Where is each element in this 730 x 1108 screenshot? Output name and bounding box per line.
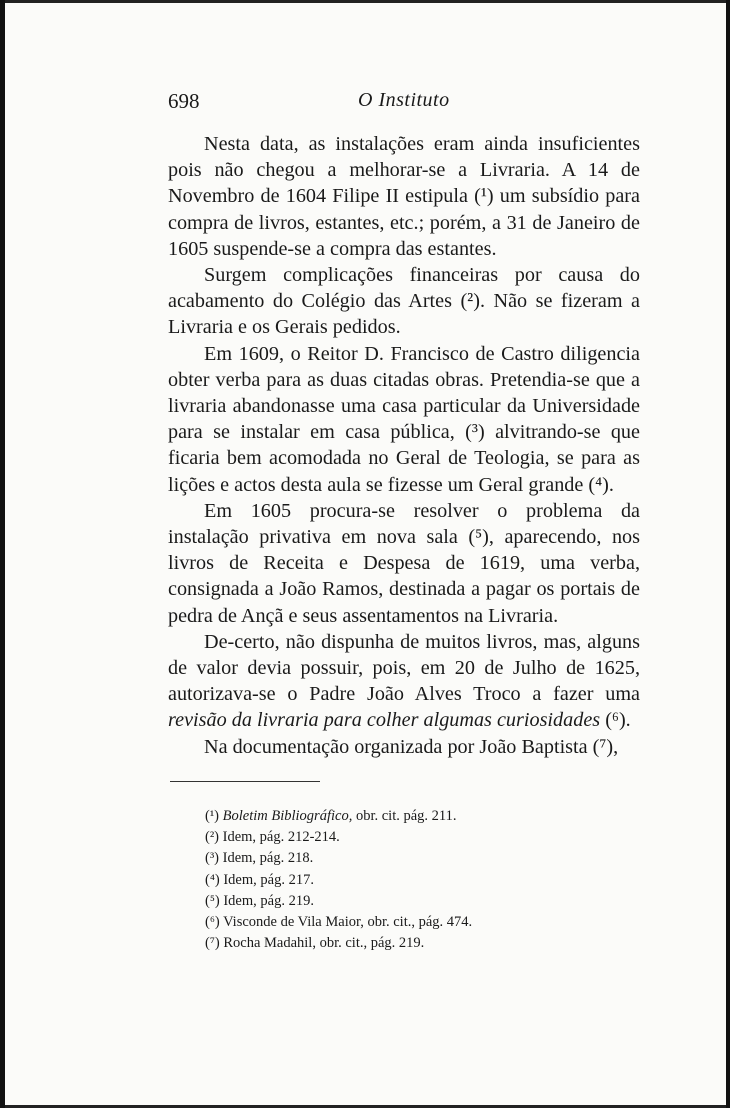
paragraph-5-end: (⁶). (600, 709, 631, 732)
footnote-1-marker: (¹) (205, 808, 220, 824)
page-header (168, 89, 640, 117)
footnote-4: (⁴) Idem, pág. 217. (205, 871, 314, 888)
footnotes (205, 806, 625, 954)
paragraph-5 (168, 629, 640, 734)
footnote-1-rest: obr. cit. pág. 211. (352, 808, 457, 824)
footnote-3: (³) Idem, pág. 218. (205, 850, 314, 867)
paragraph-2: Surgem complicações financeiras por causa do acabamento do Colégio das Artes (²). Não se fizeram a Livraria e os Gerais pedidos. (168, 264, 640, 339)
footnote-divider (170, 781, 320, 782)
scan-border-top (0, 0, 730, 3)
footnote-5: (⁵) Idem, pág. 219. (205, 892, 314, 909)
footnote-6: (⁶) Visconde de Vila Maior, obr. cit., pág. 474. (205, 914, 473, 931)
scan-border-left (0, 0, 5, 1108)
scan-border-right (726, 0, 730, 1108)
paragraph-6: Na documentação organizada por João Baptista (⁷), (204, 735, 619, 758)
footnote-7: (⁷) Rocha Madahil, obr. cit., pág. 219. (205, 935, 425, 952)
paragraph-1: Nesta data, as instalações eram ainda insuficientes pois não chegou a melhorar-se a Livraria. A 14 de Novembro de 1604 Filipe II estipula (¹) um subsídio para compra de livros, estantes, etc.; porém, a 31 de Janeiro de 1605 suspende-se a compra das estantes. (168, 133, 640, 260)
running-title: O Instituto (358, 89, 450, 111)
paragraph-5-italic: revisão da livraria para colher algumas curiosidades (168, 709, 601, 732)
paragraph-4: Em 1605 procura-se resolver o problema da instalação privativa em nova sala (⁵), aparecendo, nos livros de Receita e Despesa de 1619, uma verba, consignada a João Ramos, destinada a pagar os portais de pedra de Ançã e seus assentamentos na Livraria. (168, 499, 640, 627)
page-number: 698 (168, 89, 200, 113)
paragraph-3: Em 1609, o Reitor D. Francisco de Castro diligencia obter verba para as duas citadas obras. Pretendia-se que a livraria abandonasse uma casa particular da Universidade para se instalar em casa pública, (³) alvitrando-se que ficaria bem acomodada no Geral de Teologia, se para as lições e actos desta aula se fizesse um Geral grande (⁴). (168, 342, 640, 496)
footnote-1-title: Boletim Bibliográfico, (222, 808, 353, 824)
paragraph-5-start: De-certo, não dispunha de muitos livros, mas, alguns de valor devia possuir, pois, em 20 de Julho de 1625, autorizava-se o Padre João Alves Troco a fazer uma (168, 630, 640, 706)
body-text (168, 131, 640, 760)
footnote-2: (²) Idem, pág. 212-214. (205, 829, 340, 846)
footnote-1 (205, 806, 625, 827)
